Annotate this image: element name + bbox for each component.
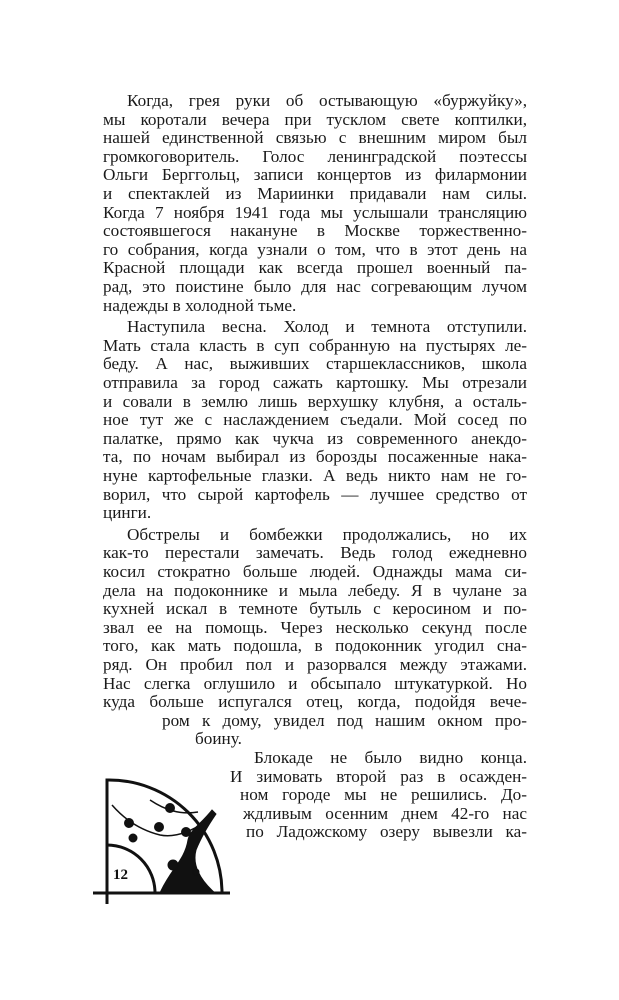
text-line: та, по ночам выбирал из борозды посаженные нака- xyxy=(103,447,527,467)
text-line: косил стократно больше людей. Однажды мама си- xyxy=(103,562,527,581)
page-number: 12 xyxy=(113,867,128,883)
text-line: И зимовать второй раз в осажден- xyxy=(230,766,527,786)
text-line: как-то перестали замечать. Ведь голод ежедневно xyxy=(103,543,527,563)
text-line: звал ее на помощь. Через несколько секунд после xyxy=(103,617,527,637)
text-line: ром к дому, увидел под нашим окном про- xyxy=(162,710,527,730)
text-line: нашей единственной связью с внешним миром был xyxy=(103,128,527,148)
text-line: Когда, грея руки об остывающую «буржуйку», xyxy=(127,91,527,110)
text-line: и спектаклей из Мариинки придавали нам силы. xyxy=(103,184,527,203)
text-line: отправила за город сажать картошку. Мы отрезали xyxy=(103,373,527,392)
text-line: ряд. Он пробил пол и разорвался между этажами. xyxy=(103,655,527,674)
text-line: нуне картофельные глазки. А ведь никто нам не го- xyxy=(103,466,527,485)
text-line: надежды в холодной тьме. xyxy=(103,295,297,315)
text-line: дела на подоконнике и мыла лебеду. Я в чулане за xyxy=(103,580,527,600)
text-line: громкоговоритель. Голос ленинградской поэтессы xyxy=(103,146,527,166)
text-line: Красной площади как всегда прошел военный па- xyxy=(103,258,527,278)
text-line: состоявшегося накануне в Москве торжественно- xyxy=(103,221,527,241)
text-line: цинги. xyxy=(103,503,152,523)
text-line: Обстрелы и бомбежки продолжались, но их xyxy=(127,524,527,544)
text-line: того, как мать подошла, в подоконник угодил сна- xyxy=(103,636,527,656)
text-line: ном городе мы не решились. До- xyxy=(240,785,527,805)
text-line: по Ладожскому озеру вывезли ка- xyxy=(246,822,527,842)
text-line: ное тут же с наслаждением съедали. Мой сосед по xyxy=(103,410,527,430)
text-line: Когда 7 ноября 1941 года мы услышали трансляцию xyxy=(103,202,527,222)
text-line: и совали в землю лишь верхушку клубня, а осталь- xyxy=(103,391,527,411)
text-line: ждливым осенним днем 42-го нас xyxy=(243,803,527,823)
text-line: палатке, прямо как чукча из современного анекдо- xyxy=(103,428,527,448)
text-line: Блокаде не было видно конца. xyxy=(254,748,527,767)
text-line: ворил, что сырой картофель — лучшее средство от xyxy=(103,484,527,504)
text-line: Ольги Берггольц, записи концертов из филармонии xyxy=(103,165,527,185)
text-line: куда больше испугался отец, когда, подойдя вече- xyxy=(103,692,527,712)
text-line: боину. xyxy=(195,729,242,749)
text-line: Наступила весна. Холод и темнота отступили. xyxy=(127,317,527,337)
text-line: Мать стала класть в суп собранную на пустырях ле- xyxy=(103,335,527,355)
text-line: го собрания, когда узнали о том, что в этот день на xyxy=(103,239,527,259)
text-line: кухней искал в темноте бутыль с керосином и по- xyxy=(103,599,527,619)
text-line: рад, это поистине было для нас согревающим лучом xyxy=(103,277,527,296)
text-line: беду. А нас, выживших старшеклассников, школа xyxy=(103,354,527,374)
text-line: мы коротали вечера при тусклом свете коптилки, xyxy=(103,109,527,129)
text-line: Нас слегка оглушило и обсыпало штукатуркой. Но xyxy=(103,673,527,693)
